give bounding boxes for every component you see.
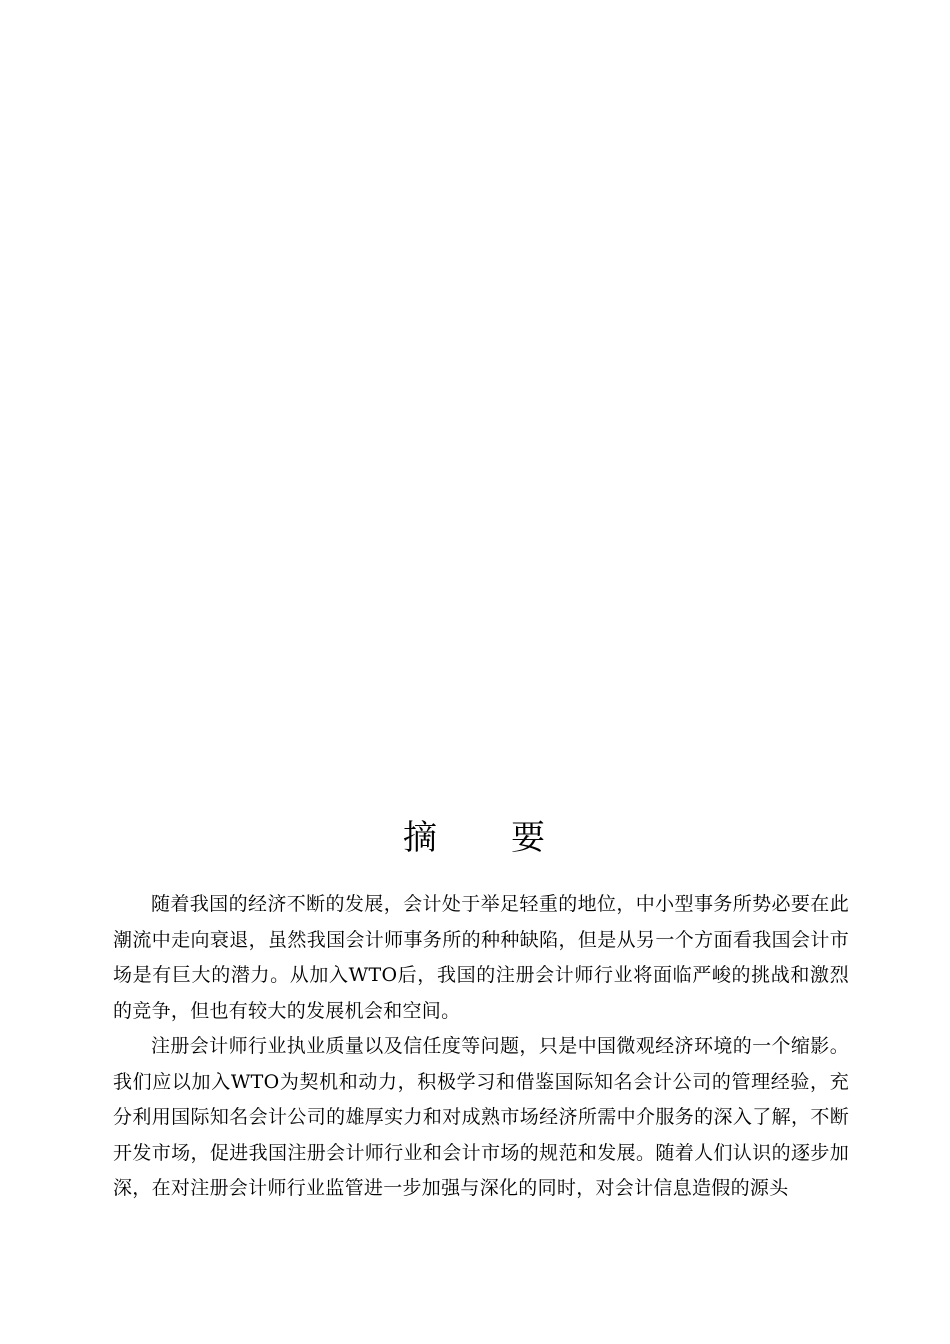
abstract-paragraph-2: 注册会计师行业执业质量以及信任度等问题，只是中国微观经济环境的一个缩影。我们应以加入WTO为契机和动力，积极学习和借鉴国际知名会计公司的管理经验，充分利用国际知名会计公司的雄厚实力和对成熟市场经济所需中介服务的深入了解，不断开发市场，促进我国注册会计师行业和会计市场的规范和发展。随着人们认识的逐步加深，在对注册会计师行业监管进一步加强与深化的同时，对会计信息造假的源头 <box>113 1035 849 1199</box>
abstract-title <box>0 812 950 864</box>
abstract-title-char-1: 摘 <box>403 818 439 858</box>
abstract-title-char-2: 要 <box>511 818 547 858</box>
abstract-paragraph-1: 随着我国的经济不断的发展，会计处于举足轻重的地位，中小型事务所势必要在此潮流中走向衰退，虽然我国会计师事务所的种种缺陷，但是从另一个方面看我国会计市场是有巨大的潜力。从加入WTO后，我国的注册会计师行业将面临严峻的挑战和激烈的竞争，但也有较大的发展机会和空间。 <box>113 893 849 1022</box>
abstract-body <box>113 887 849 1207</box>
